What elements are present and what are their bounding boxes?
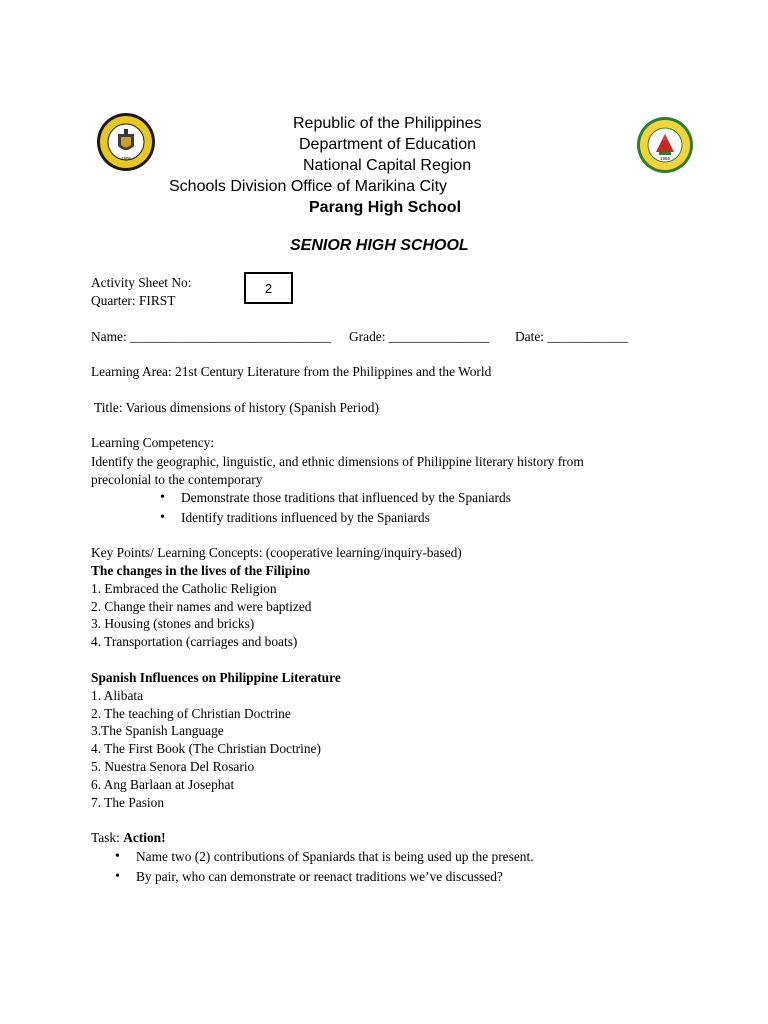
sdo-marikina-seal [96,112,156,172]
quarter-label: Quarter: FIRST [91,293,176,308]
competency-label: Learning Competency: [91,435,215,450]
activity-sheet-number-box [244,272,293,304]
activity-sheet-number: 2 [264,280,273,296]
influences-heading: Spanish Influences on Philippine Literature [91,670,341,685]
left-seal-year: 1996 [120,156,132,161]
list-item: 4. Transportation (carriages and boats) [91,634,298,649]
list-item: 5. Nuestra Senora Del Rosario [91,759,255,774]
competency-line-2: precolonial to the contemporary [91,472,263,487]
school-name: Parang High School [309,199,462,216]
lesson-title: Title: Various dimensions of history (Spanish Period) [94,400,379,415]
list-item: • Demonstrate those traditions that influenced by the Spaniards [181,488,511,508]
learning-area: Learning Area: 21st Century Literature from the Philippines and the World [91,364,492,379]
header-sdo: Schools Division Office of Marikina City [169,178,448,195]
list-item: • By pair, who can demonstrate or reenact traditions we’ve discussed? [136,867,534,887]
task-line [91,829,166,847]
grade-field[interactable]: Grade: _______________ [349,329,490,344]
parang-high-school-seal [636,116,694,174]
competency-bullets [181,488,511,528]
competency-line-1: Identify the geographic, linguistic, and ethnic dimensions of Philippine literary history from [91,454,584,469]
list-item: 6. Ang Barlaan at Josephat [91,777,235,792]
activity-sheet-label: Activity Sheet No: [91,275,192,290]
header-ncr: National Capital Region [303,157,472,174]
header-republic: Republic of the Philippines [293,115,482,132]
senior-high-school-title: SENIOR HIGH SCHOOL [290,237,469,254]
list-item: 2. The teaching of Christian Doctrine [91,706,291,721]
task-label: Task: [91,830,120,845]
list-item: • Identify traditions influenced by the Spaniards [181,508,511,528]
date-field[interactable]: Date: ____________ [515,329,628,344]
changes-heading: The changes in the lives of the Filipino [91,563,311,578]
list-item: 2. Change their names and were baptized [91,599,312,614]
key-points-label: Key Points/ Learning Concepts: (cooperative learning/inquiry-based) [91,545,462,560]
name-field[interactable]: Name: ______________________________ [91,329,331,344]
list-item: • Name two (2) contributions of Spaniards that is being used up the present. [136,847,534,867]
list-item: 7. The Pasion [91,795,165,810]
list-item: 3. Housing (stones and bricks) [91,616,255,631]
header-deped: Department of Education [299,136,476,153]
right-seal-year: 1965 [659,156,671,161]
task-bullets [136,847,534,887]
list-item: 3.The Spanish Language [91,723,224,738]
list-item: 1. Embraced the Catholic Religion [91,581,277,596]
list-item: 1. Alibata [91,688,144,703]
task-action: Action! [123,830,166,845]
list-item: 4. The First Book (The Christian Doctrine) [91,741,321,756]
